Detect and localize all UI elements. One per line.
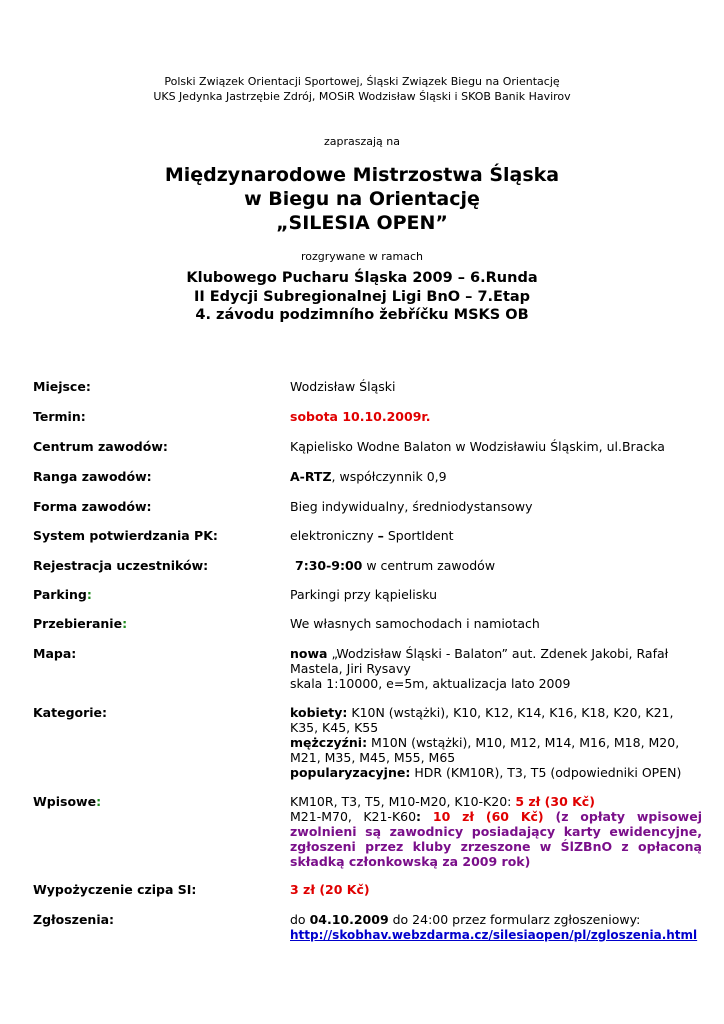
- label-wpisowe: [33, 794, 283, 809]
- mapa-scale: skala 1:10000, e=5m, aktualizacja lato 2009: [290, 676, 571, 691]
- title-line-2: w Biegu na Orientację: [244, 188, 480, 210]
- men-label: mężczyźni:: [290, 735, 368, 750]
- mapa-authors: „Wodzisław Śląski - Balaton” aut. Zdenek Jakobi, Rafał Mastela, Jiri Rysavy: [290, 646, 669, 676]
- wpisowe-line-1: [290, 794, 702, 809]
- label-parking: [33, 587, 283, 602]
- value-forma: Bieg indywidualny, średniodystansowy: [290, 499, 533, 514]
- label-wpisowe-text: Wpisowe: [33, 794, 97, 809]
- system-dash: –: [377, 528, 384, 543]
- value-ranga: [290, 469, 702, 484]
- pop-list: HDR (KM10R), T3, T5 (odpowiedniki OPEN): [410, 765, 682, 780]
- context-line-1: Klubowego Pucharu Śląska 2009 – 6.Runda: [186, 270, 538, 286]
- kategorie-pop: [290, 765, 702, 780]
- value-zgloszenia: [290, 912, 702, 943]
- title-line-1: Międzynarodowe Mistrzostwa Śląska: [164, 164, 560, 186]
- organizers-line-2: UKS Jedynka Jastrzębie Zdrój, MOSiR Wodzisław Śląski i SKOB Banik Havirov: [153, 90, 571, 103]
- system-rest: SportIdent: [383, 528, 454, 543]
- invite-text: zapraszają na: [323, 135, 400, 148]
- value-termin: sobota 10.10.2009r.: [290, 409, 431, 424]
- rejestracja-time: 7:30-9:00: [295, 558, 363, 573]
- women-list: K10N (wstążki), K10, K12, K14, K16, K18, K20, K21, K35, K45, K55: [290, 705, 674, 735]
- context-line-3: 4. závodu podzimního žebříčku MSKS OB: [195, 307, 529, 323]
- context-intro: rozgrywane w ramach: [300, 250, 423, 263]
- zgloszenia-prefix: do: [290, 912, 310, 927]
- fee-senior-price: 10 zł (60 Kč): [432, 809, 544, 824]
- zgloszenia-deadline: 04.10.2009: [309, 912, 389, 927]
- label-kategorie: Kategorie:: [33, 705, 108, 720]
- ranga-coefficient: , współczynnik 0,9: [331, 469, 447, 484]
- zgloszenia-rest: do 24:00 przez formularz zgłoszeniowy:: [388, 912, 641, 927]
- label-wpisowe-colon: :: [96, 794, 102, 809]
- organizers-line-1: Polski Związek Orientacji Sportowej, Śląski Związek Biegu na Orientację: [164, 75, 560, 88]
- system-prefix: elektroniczny: [290, 528, 378, 543]
- kategorie-women: [290, 705, 702, 735]
- fee-exemption-note: (z opłaty wpisowej zwolnieni są zawodnicy posiadający karty ewidencyjne, zgłoszeni przez kluby zrzeszone w ŚlZBnO z opłaconą składką członkowską za 2009 rok): [290, 809, 702, 869]
- label-przebieranie-text: Przebieranie: [33, 616, 123, 631]
- value-parking: Parkingi przy kąpielisku: [290, 587, 438, 602]
- women-label: kobiety:: [290, 705, 348, 720]
- value-rejestracja: [295, 558, 707, 573]
- value-przebieranie: We własnych samochodach i namiotach: [290, 616, 540, 631]
- label-rejestracja: Rejestracja uczestników:: [33, 558, 209, 573]
- label-parking-text: Parking: [33, 587, 87, 602]
- label-miejsce: Miejsce:: [33, 379, 91, 394]
- fee-junior-price: 5 zł (30 Kč): [515, 794, 595, 809]
- fee-junior-groups: KM10R, T3, T5, M10-M20, K10-K20:: [290, 794, 516, 809]
- label-przebieranie-colon: :: [122, 616, 128, 631]
- value-wpisowe: [290, 794, 702, 869]
- title-line-3: „SILESIA OPEN”: [276, 212, 448, 234]
- label-forma: Forma zawodów:: [33, 499, 152, 514]
- wpisowe-line-2: [290, 809, 702, 869]
- kategorie-men: [290, 735, 702, 765]
- value-system: [290, 528, 702, 543]
- label-zgloszenia: Zgłoszenia:: [33, 912, 115, 927]
- rejestracja-place: w centrum zawodów: [362, 558, 496, 573]
- value-mapa: [290, 646, 702, 691]
- label-centrum: Centrum zawodów:: [33, 439, 168, 454]
- zgloszenia-line-1: [290, 912, 702, 927]
- mapa-line-1: [290, 646, 702, 676]
- men-list: M10N (wstążki), M10, M12, M14, M16, M18, M20, M21, M35, M45, M55, M65: [290, 735, 680, 765]
- label-system: System potwierdzania PK:: [33, 528, 218, 543]
- registration-form-link[interactable]: http://skobhav.webzdarma.cz/silesiaopen/pl/zgloszenia.html: [290, 928, 698, 942]
- context-line-2: II Edycji Subregionalnej Ligi BnO – 7.Etap: [193, 289, 531, 305]
- fee-senior-groups: M21-M70, K21-K60: [290, 809, 417, 824]
- value-centrum: Kąpielisko Wodne Balaton w Wodzisławiu Śląskim, ul.Bracka: [290, 439, 665, 454]
- label-mapa: Mapa:: [33, 646, 77, 661]
- label-parking-colon: :: [86, 587, 92, 602]
- value-czip: 3 zł (20 Kč): [290, 882, 370, 897]
- fee-senior-colon: :: [416, 809, 433, 824]
- zgloszenia-line-2: [290, 927, 702, 943]
- value-miejsce: Wodzisław Śląski: [290, 379, 396, 394]
- label-przebieranie: [33, 616, 283, 631]
- label-ranga: Ranga zawodów:: [33, 469, 152, 484]
- mapa-new: nowa: [290, 646, 328, 661]
- value-kategorie: [290, 705, 702, 780]
- ranga-code: A-RTZ: [290, 469, 332, 484]
- label-termin: Termin:: [33, 409, 86, 424]
- label-czip: Wypożyczenie czipa SI:: [33, 882, 197, 897]
- pop-label: popularyzacyjne:: [290, 765, 411, 780]
